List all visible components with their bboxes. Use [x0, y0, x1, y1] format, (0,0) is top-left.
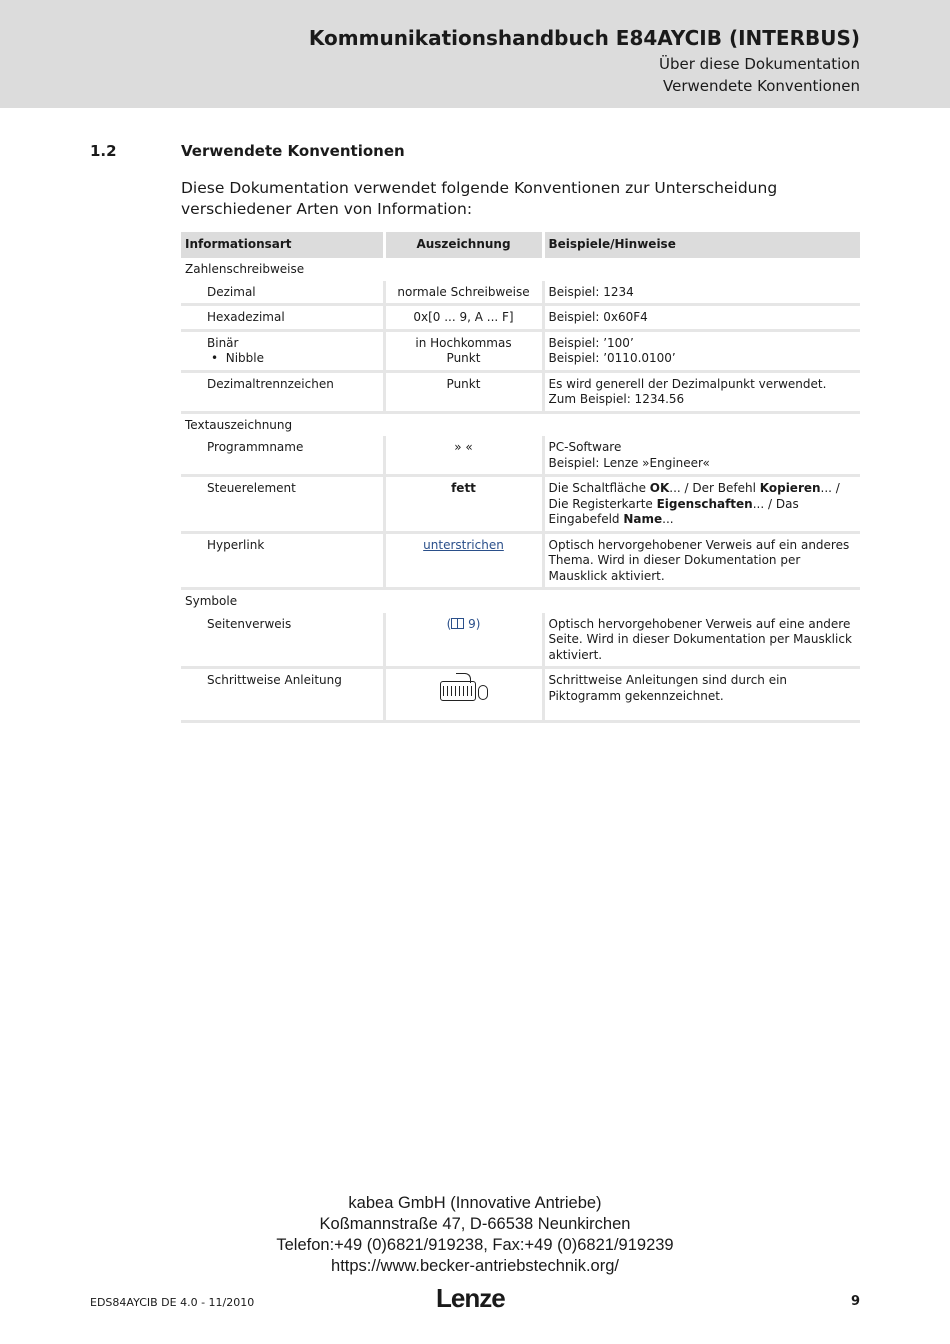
lenze-logo: Lenze [436, 1283, 505, 1313]
row-example [543, 436, 860, 476]
row-mark-main: in Hochkommas [415, 335, 512, 350]
section-number: 1.2 [90, 142, 117, 160]
row-example: Schrittweise Anleitungen sind durch ein Piktogramm gekennzeichnet. [543, 668, 860, 722]
row-mark [384, 668, 543, 722]
row-mark-sub: Punkt [446, 351, 481, 365]
page-header [0, 0, 950, 108]
header-beispiele: Beispiele/Hinweise [543, 232, 860, 258]
row-example: Optisch hervorgehobener Verweis auf eine andere Seite. Wird in dieser Dokumentation per Mausklick aktiviert. [543, 613, 860, 668]
table-row [181, 532, 860, 589]
table-row [181, 371, 860, 412]
header-auszeichnung: Auszeichnung [384, 232, 543, 258]
table-row [181, 613, 860, 668]
row-type: Schrittweise Anleitung [181, 668, 384, 722]
header-informationsart: Informationsart [181, 232, 384, 258]
row-example [543, 330, 860, 371]
example-bold-eigenschaften: Eigenschaften [656, 496, 753, 511]
row-type: Seitenverweis [181, 613, 384, 668]
header-subtitle-section: Verwendete Konventionen [663, 77, 860, 95]
row-type-sub: Nibble [225, 351, 264, 365]
row-type-main: Binär [207, 335, 239, 350]
row-example-sub: Beispiel: ’0110.0100’ [548, 351, 676, 365]
row-mark: Punkt [384, 371, 543, 412]
row-mark: normale Schreibweise [384, 281, 543, 305]
page-reference-link[interactable] [447, 617, 481, 631]
table-row [181, 281, 860, 305]
keyboard-mouse-icon [438, 673, 490, 703]
page-number: 9 [850, 1294, 860, 1309]
row-type-bullet: • Nibble [211, 351, 264, 365]
keyboard-icon [440, 681, 476, 701]
row-mark [384, 330, 543, 371]
example-bold-kopieren: Kopieren [759, 481, 821, 495]
row-mark: » « [384, 436, 543, 476]
example-text: ... / Der Befehl [669, 481, 760, 495]
table-row [181, 305, 860, 331]
section-title: Verwendete Konventionen [181, 142, 405, 160]
row-example: Beispiel: 1234 [543, 281, 860, 305]
section-intro: Diese Dokumentation verwendet folgende Konventionen zur Unterscheidung verschiedener Arten von Information: [181, 179, 778, 218]
example-text: ... [662, 512, 674, 526]
row-example: Optisch hervorgehobener Verweis auf ein anderes Thema. Wird in dieser Dokumentation per Mausklick aktiviert. [543, 532, 860, 589]
row-example-sub: Zum Beispiel: 1234.56 [548, 392, 685, 406]
example-bold-ok: OK [649, 481, 670, 495]
ref-page: 9 [468, 616, 476, 631]
footer-address [0, 1193, 950, 1277]
row-type: Dezimaltrennzeichen [181, 371, 384, 412]
footer-address-street: Koßmannstraße 47, D-66538 Neunkirchen [319, 1215, 631, 1233]
row-type: Programmname [181, 436, 384, 476]
row-example-main: Beispiel: ’100’ [548, 335, 634, 350]
footer-address-url[interactable]: https://www.becker-antriebstechnik.org/ [331, 1257, 619, 1275]
conventions-table [181, 232, 860, 723]
table-header-row [181, 232, 860, 258]
row-mark [384, 613, 543, 668]
hyperlink-sample[interactable]: unterstrichen [423, 537, 504, 552]
ref-open: ( [446, 616, 452, 631]
bold-sample: fett [451, 481, 476, 495]
ref-close: ) [475, 616, 481, 631]
group-row-text [181, 412, 860, 436]
row-example-main: Es wird generell der Dezimalpunkt verwendet. [548, 376, 827, 391]
table-row [181, 436, 860, 476]
row-mark [384, 476, 543, 533]
row-type: Dezimal [181, 281, 384, 305]
group-row-symbols [181, 589, 860, 613]
header-title: Kommunikationshandbuch E84AYCIB (INTERBUS) [308, 26, 860, 50]
example-text: Die Schaltfläche [548, 481, 650, 495]
group-label: Zahlenschreibweise [185, 262, 305, 276]
row-example [543, 371, 860, 412]
group-label: Textauszeichnung [185, 417, 293, 432]
footer-address-phone: Telefon:+49 (0)6821/919238, Fax:+49 (0)6821/919239 [276, 1236, 674, 1254]
row-example [543, 476, 860, 533]
row-example-sub: Beispiel: Lenze »Engineer« [548, 455, 710, 470]
row-type: Steuerelement [181, 476, 384, 533]
mouse-icon [478, 685, 488, 700]
document-id: EDS84AYCIB DE 4.0 - 11/2010 [90, 1296, 255, 1309]
group-row-numbers [181, 258, 860, 281]
group-label: Symbole [185, 594, 238, 608]
row-type [181, 330, 384, 371]
example-bold-name: Name [623, 512, 663, 526]
header-subtitle-chapter: Über diese Dokumentation [658, 55, 860, 73]
row-type: Hexadezimal [181, 305, 384, 331]
row-type: Hyperlink [181, 532, 384, 589]
row-example-main: PC-Software [548, 440, 622, 454]
book-icon [451, 618, 464, 629]
table-row [181, 668, 860, 722]
row-example: Beispiel: 0x60F4 [543, 305, 860, 331]
row-mark [384, 532, 543, 589]
footer-address-company: kabea GmbH (Innovative Antriebe) [348, 1194, 602, 1212]
example-text: ... / Das Eingabefeld [548, 496, 799, 526]
example-text: ... / Die Registerkarte [548, 481, 840, 511]
table-row [181, 330, 860, 371]
row-mark: 0x[0 ... 9, A ... F] [384, 305, 543, 331]
table-row [181, 476, 860, 533]
